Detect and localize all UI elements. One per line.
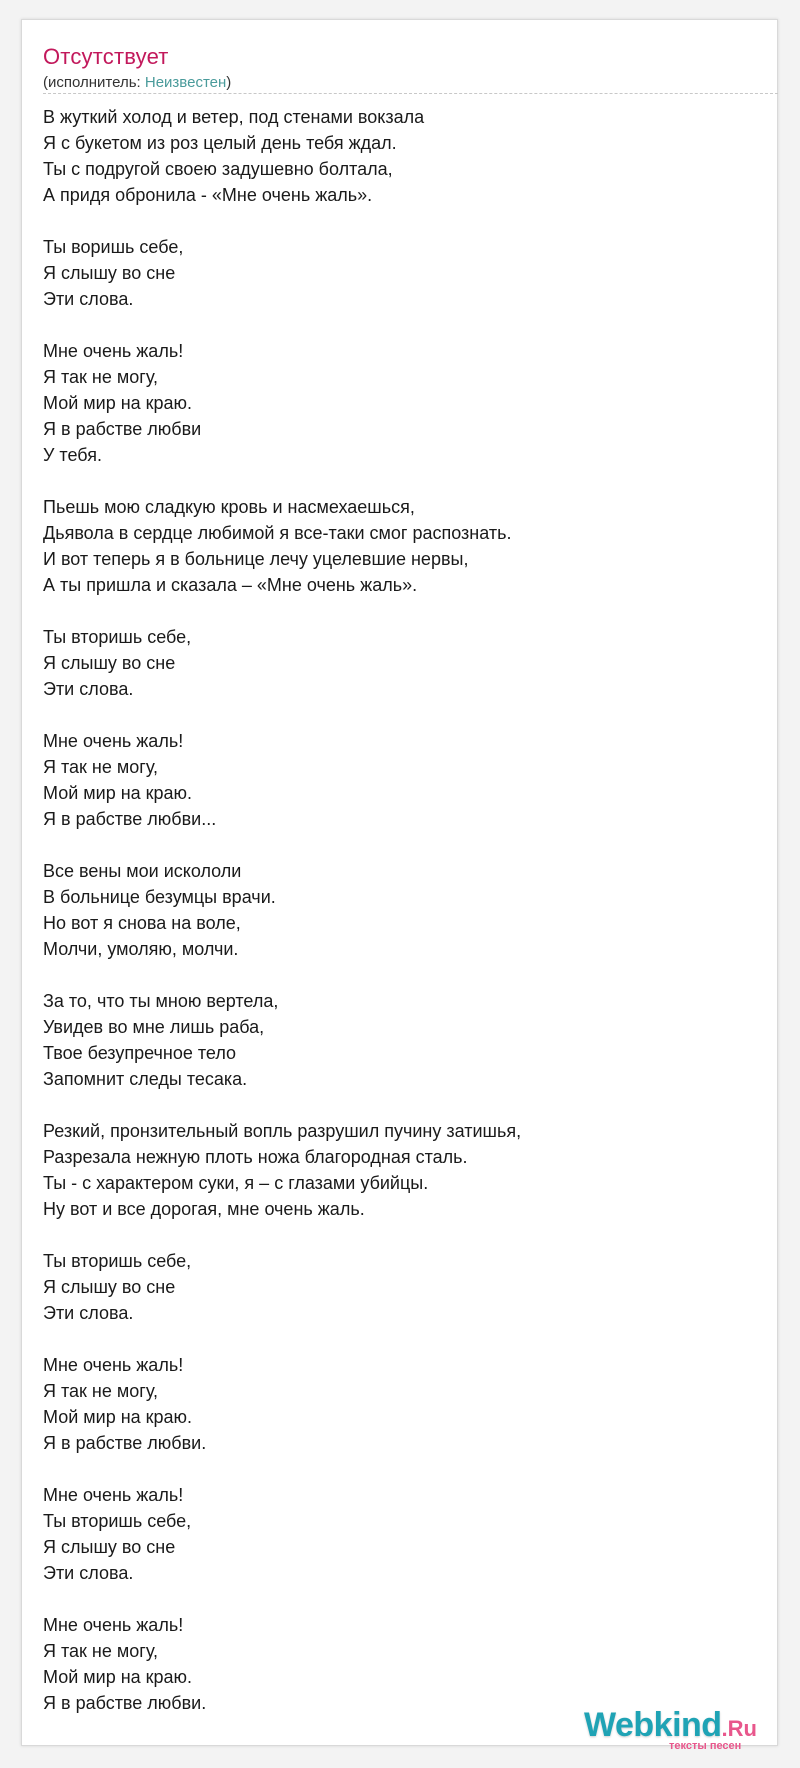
stanza-gap	[43, 702, 521, 728]
lyric-line: Я так не могу,	[43, 757, 159, 777]
lyrics-card	[21, 19, 778, 1752]
lyric-line: А ты пришла и сказала – «Мне очень жаль».	[43, 575, 418, 595]
lyric-line: Запомнит следы тесака.	[43, 1069, 248, 1089]
lyric-line: Эти слова.	[43, 289, 134, 309]
stanza-gap	[43, 468, 521, 494]
lyric-line: Я слышу во сне	[43, 1277, 176, 1297]
lyric-line: Но вот я снова на воле,	[43, 913, 241, 933]
lyric-line: Мой мир на краю.	[43, 783, 193, 803]
stanza-gap	[43, 832, 521, 858]
lyric-line: За то, что ты мною вертела,	[43, 991, 279, 1011]
lyric-line: Пьешь мою сладкую кровь и насмехаешься,	[43, 497, 415, 517]
artist-line	[43, 74, 231, 91]
logo-domain: .Ru	[721, 1716, 757, 1741]
lyric-line: Эти слова.	[43, 1563, 134, 1583]
stanza-gap	[43, 1092, 521, 1118]
lyric-line: Я слышу во сне	[43, 263, 176, 283]
lyric-line: Ну вот и все дорогая, мне очень жаль.	[43, 1199, 365, 1219]
lyric-line: Ты вторишь себе,	[43, 1511, 192, 1531]
lyric-line: Мне очень жаль!	[43, 1615, 184, 1635]
lyric-line: Резкий, пронзительный вопль разрушил пучину затишья,	[43, 1121, 522, 1141]
lyric-line: Я в рабстве любви...	[43, 809, 217, 829]
stanza-gap	[43, 1586, 521, 1612]
lyric-line: И вот теперь я в больнице лечу уцелевшие нервы,	[43, 549, 469, 569]
stanza-gap	[43, 208, 521, 234]
stanza-gap	[43, 962, 521, 988]
lyric-line: Я в рабстве любви.	[43, 1433, 207, 1453]
lyric-line: Ты воришь себе,	[43, 237, 184, 257]
stanza-gap	[43, 312, 521, 338]
lyric-line: Мне очень жаль!	[43, 1355, 184, 1375]
lyrics-text	[43, 104, 521, 1716]
lyric-line: Все вены мои искололи	[43, 861, 242, 881]
lyric-line: Мой мир на краю.	[43, 1407, 193, 1427]
stanza-gap	[43, 598, 521, 624]
lyric-line: Разрезала нежную плоть ножа благородная сталь.	[43, 1147, 468, 1167]
stanza-gap	[43, 1326, 521, 1352]
lyric-line: Мой мир на краю.	[43, 1667, 193, 1687]
lyric-line: Твое безупречное тело	[43, 1043, 237, 1063]
lyric-line: Я слышу во сне	[43, 1537, 176, 1557]
artist-prefix: (исполнитель:	[43, 74, 145, 91]
lyric-line: Мне очень жаль!	[43, 1485, 184, 1505]
lyric-line: В больнице безумцы врачи.	[43, 887, 276, 907]
lyric-line: Ты вторишь себе,	[43, 627, 192, 647]
lyric-line: Мой мир на краю.	[43, 393, 193, 413]
webkind-logo[interactable]	[584, 1706, 757, 1752]
artist-suffix: )	[226, 74, 232, 91]
lyric-line: Ты - с характером суки, я – с глазами убийцы.	[43, 1173, 429, 1193]
lyric-line: Увидев во мне лишь раба,	[43, 1017, 265, 1037]
stanza-gap	[43, 1222, 521, 1248]
lyric-line: А придя обронила - «Мне очень жаль».	[43, 185, 373, 205]
lyric-line: Я в рабстве любви.	[43, 1693, 207, 1713]
stanza-gap	[43, 1456, 521, 1482]
logo-wordmark: Webkind	[584, 1706, 722, 1744]
lyric-line: Молчи, умоляю, молчи.	[43, 939, 239, 959]
logo-tagline: тексты песен	[669, 1740, 742, 1752]
lyric-line: Ты вторишь себе,	[43, 1251, 192, 1271]
lyric-line: Ты с подругой своею задушевно болтала,	[43, 159, 393, 179]
lyric-line: Я так не могу,	[43, 1641, 159, 1661]
lyric-line: Мне очень жаль!	[43, 731, 184, 751]
lyric-line: Дьявола в сердце любимой я все-таки смог распознать.	[43, 523, 512, 543]
song-title: Отсутствует	[43, 44, 169, 69]
lyric-line: Я так не могу,	[43, 367, 159, 387]
lyric-line: Эти слова.	[43, 679, 134, 699]
lyric-line: Я так не могу,	[43, 1381, 159, 1401]
lyric-line: У тебя.	[43, 445, 102, 465]
lyric-line: Мне очень жаль!	[43, 341, 184, 361]
artist-link[interactable]: Неизвестен	[144, 74, 227, 91]
lyric-line: Эти слова.	[43, 1303, 134, 1323]
divider	[43, 93, 778, 94]
lyric-line: Я слышу во сне	[43, 653, 176, 673]
lyric-line: Я в рабстве любви	[43, 419, 202, 439]
lyric-line: Я с букетом из роз целый день тебя ждал.	[43, 133, 397, 153]
lyric-line: В жуткий холод и ветер, под стенами вокзала	[43, 107, 425, 127]
